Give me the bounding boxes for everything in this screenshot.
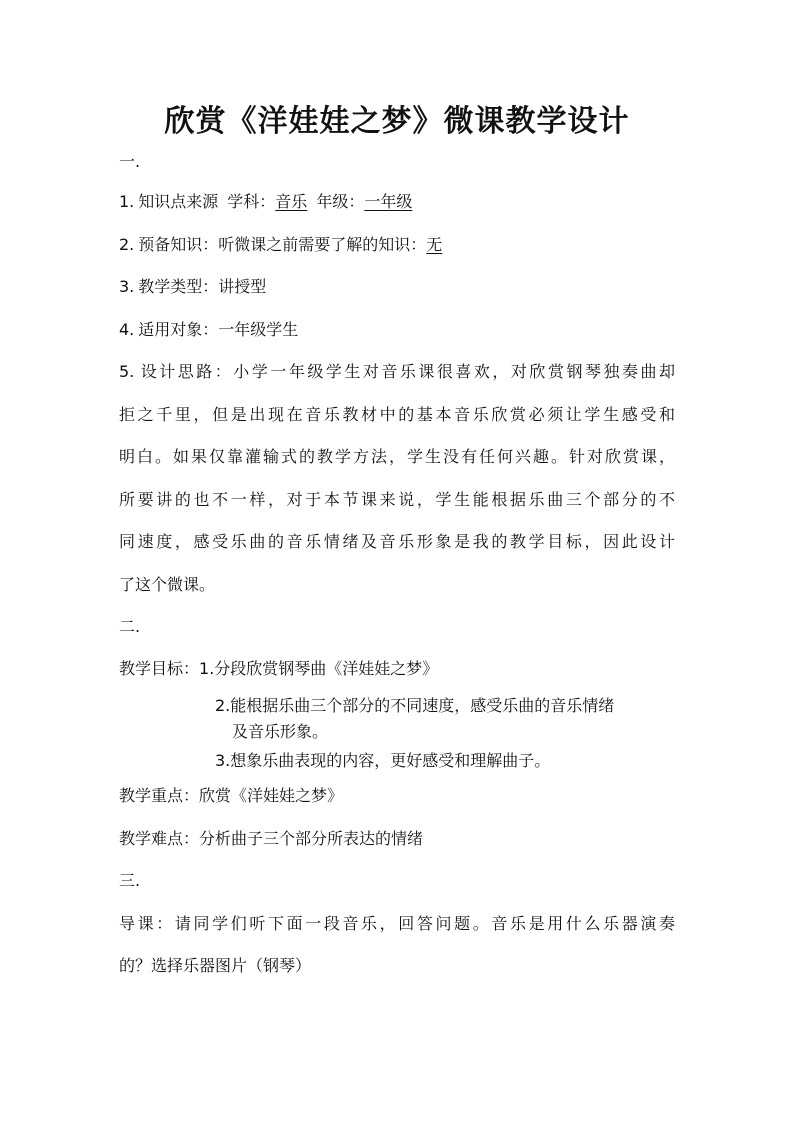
section-three-heading: 三. bbox=[119, 871, 141, 890]
section-two-heading: 二. bbox=[119, 617, 141, 636]
subject-label: 学科： bbox=[227, 192, 276, 211]
teaching-type-text: 教学类型：讲授型 bbox=[138, 277, 267, 296]
item-audience bbox=[119, 320, 298, 340]
design-idea-text: 设计思路：小学一年级学生对音乐课很喜欢，对欣赏钢琴独奏曲却 bbox=[138, 362, 675, 381]
item-number: 1. bbox=[119, 192, 135, 211]
design-idea-line-5: 同速度，感受乐曲的音乐情绪及音乐形象是我的教学目标，因此设计 bbox=[119, 532, 675, 551]
item-knowledge-source bbox=[119, 192, 412, 212]
grade-label: 年级： bbox=[316, 192, 365, 211]
prerequisite-value: 无 bbox=[426, 235, 443, 254]
design-idea-line-3: 明白。如果仅靠灌输式的教学方法，学生没有任何兴趣。针对欣赏课， bbox=[119, 447, 675, 466]
design-idea-line-6: 了这个微课。 bbox=[119, 575, 216, 594]
key-point: 教学重点：欣赏《洋娃娃之梦》 bbox=[119, 786, 344, 805]
design-idea-line-1 bbox=[119, 362, 675, 382]
goal-2-line-2: 及音乐形象。 bbox=[232, 722, 329, 741]
teaching-goals bbox=[119, 659, 438, 679]
goal-3: 3.想象乐曲表现的内容，更好感受和理解曲子。 bbox=[215, 751, 551, 770]
knowledge-source-label: 知识点来源 bbox=[138, 192, 219, 211]
design-idea-line-4: 所要讲的也不一样，对于本节课来说，学生能根据乐曲三个部分的不 bbox=[119, 490, 675, 509]
document-title: 欣赏《洋娃娃之梦》微课教学设计 bbox=[164, 104, 630, 139]
design-idea-line-2: 拒之千里，但是出现在音乐教材中的基本音乐欣赏必须让学生感受和 bbox=[119, 405, 675, 424]
goal-2-line-1: 2.能根据乐曲三个部分的不同速度，感受乐曲的音乐情绪 bbox=[215, 696, 615, 715]
subject-value: 音乐 bbox=[275, 192, 308, 211]
item-number: 3. bbox=[119, 277, 135, 296]
goal-1: 1.分段欣赏钢琴曲《洋娃娃之梦》 bbox=[199, 659, 439, 678]
goals-label: 教学目标： bbox=[119, 659, 200, 678]
item-prerequisite bbox=[119, 235, 442, 255]
section-one-heading: 一. bbox=[119, 152, 141, 171]
intro-line-1: 导课：请同学们听下面一段音乐，回答问题。音乐是用什么乐器演奏 bbox=[119, 914, 675, 933]
item-number: 5. bbox=[119, 362, 135, 381]
item-number: 4. bbox=[119, 320, 135, 339]
item-teaching-type bbox=[119, 277, 266, 297]
prerequisite-label: 预备知识：听微课之前需要了解的知识： bbox=[138, 235, 427, 254]
item-number: 2. bbox=[119, 235, 135, 254]
difficulty: 教学难点：分析曲子三个部分所表达的情绪 bbox=[119, 829, 424, 848]
intro-line-2: 的？选择乐器图片（钢琴） bbox=[119, 956, 312, 975]
audience-text: 适用对象：一年级学生 bbox=[138, 320, 299, 339]
grade-value: 一年级 bbox=[364, 192, 413, 211]
